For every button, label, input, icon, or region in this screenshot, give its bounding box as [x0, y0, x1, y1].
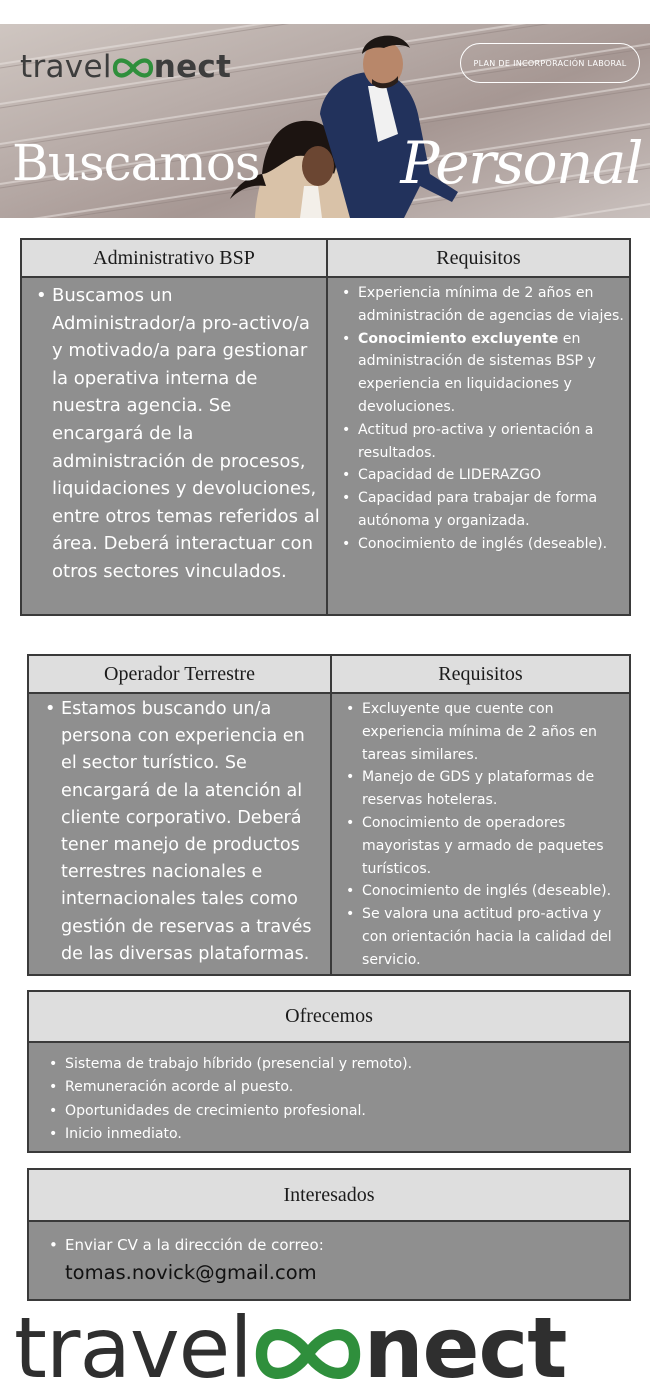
plan-badge: PLAN DE INCORPORACIÓN LABORAL: [460, 43, 640, 83]
brand-logo-text-start: travel: [20, 49, 112, 85]
requirement-item: • Excluyente que cuente con experiencia mínima de 2 años en tareas similares.: [342, 698, 627, 766]
job-description-column: [29, 694, 330, 976]
brand-logo-text-end: nect: [153, 49, 232, 85]
offer-item: • Oportunidades de crecimiento profesional.: [45, 1100, 619, 1123]
offer-body: [29, 1043, 629, 1146]
requirements-title: Requisitos: [330, 656, 629, 692]
requirement-item: • Se valora una actitud pro-activa y con orientación hacia la calidad del servicio.: [342, 903, 627, 971]
job-description-column: [22, 278, 326, 616]
job-description: • Estamos buscando un/a persona con experiencia en el sector turístico. Se encargará de la atención al cliente corporativo. Deberá tener manejo de productos terrestres nacionales e internacionales tales como gestión de reservas a través de las diversas plataformas.: [41, 696, 326, 968]
offer-item: • Inicio inmediato.: [45, 1123, 619, 1146]
offer-title: Ofrecemos: [285, 1005, 373, 1027]
contact-email[interactable]: tomas.novick@gmail.com: [65, 1260, 317, 1284]
requirements-column: [326, 278, 629, 616]
requirement-rest: en administración de sistemas BSP y experiencia en liquidaciones y devoluciones.: [358, 330, 596, 415]
requirement-item: • Conocimiento de inglés (deseable).: [342, 880, 627, 903]
offer-item: • Sistema de trabajo híbrido (presencial y remoto).: [45, 1053, 619, 1076]
job-section-administrativo: [20, 238, 631, 616]
section-body: [29, 694, 629, 976]
footer-logo-text-end: nect: [363, 1299, 567, 1393]
footer-logo-text-start: travel: [14, 1299, 252, 1393]
contact-body: [29, 1222, 629, 1284]
contact-header: [29, 1170, 629, 1222]
contact-instruction: • Enviar CV a la dirección de correo:: [45, 1234, 619, 1257]
job-section-operador: [27, 654, 631, 976]
requirement-item: • Manejo de GDS y plataformas de reservas hoteleras.: [342, 766, 627, 812]
offer-section: [27, 990, 631, 1153]
requirement-item: • Capacidad para trabajar de forma autónoma y organizada.: [338, 487, 625, 533]
requirement-item: • Capacidad de LIDERAZGO: [338, 464, 625, 487]
requirement-item: • Conocimiento de operadores mayoristas y armado de paquetes turísticos.: [342, 812, 627, 880]
section-header-row: [29, 656, 629, 694]
requirements-title: Requisitos: [326, 240, 629, 276]
contact-section: [27, 1168, 631, 1301]
section-header-row: [22, 240, 629, 278]
job-title: Operador Terrestre: [104, 662, 255, 685]
requirement-item: • Experiencia mínima de 2 años en administración de agencias de viajes.: [338, 282, 625, 328]
requirement-bold: Conocimiento excluyente: [358, 330, 559, 347]
requirement-item: • Conocimiento de inglés (deseable).: [338, 533, 625, 556]
offer-item: • Remuneración acorde al puesto.: [45, 1076, 619, 1099]
requirements-column: [330, 694, 629, 976]
infinity-icon: [252, 1323, 364, 1385]
job-title: Administrativo BSP: [93, 246, 255, 269]
brand-logo: [20, 49, 232, 85]
section-body: [22, 278, 629, 616]
hero-title-right: Personal: [400, 129, 642, 197]
infinity-icon: [112, 56, 154, 80]
footer-brand-logo: [14, 1299, 567, 1393]
hero-banner: [0, 24, 650, 218]
contact-title: Interesados: [283, 1183, 375, 1206]
hero-title-left: Buscamos: [12, 134, 260, 192]
offer-header: [29, 992, 629, 1043]
requirement-item: • Actitud pro-activa y orientación a resultados.: [338, 419, 625, 465]
requirement-item: [338, 328, 625, 419]
job-description: • Buscamos un Administrador/a pro-activo/a y motivado/a para gestionar la operativa interna de nuestra agencia. Se encargará de la administración de procesos, liquidaciones y devoluciones, entre otros temas referidos al área. Deberá interactuar con otros sectores vinculados.: [32, 282, 320, 586]
